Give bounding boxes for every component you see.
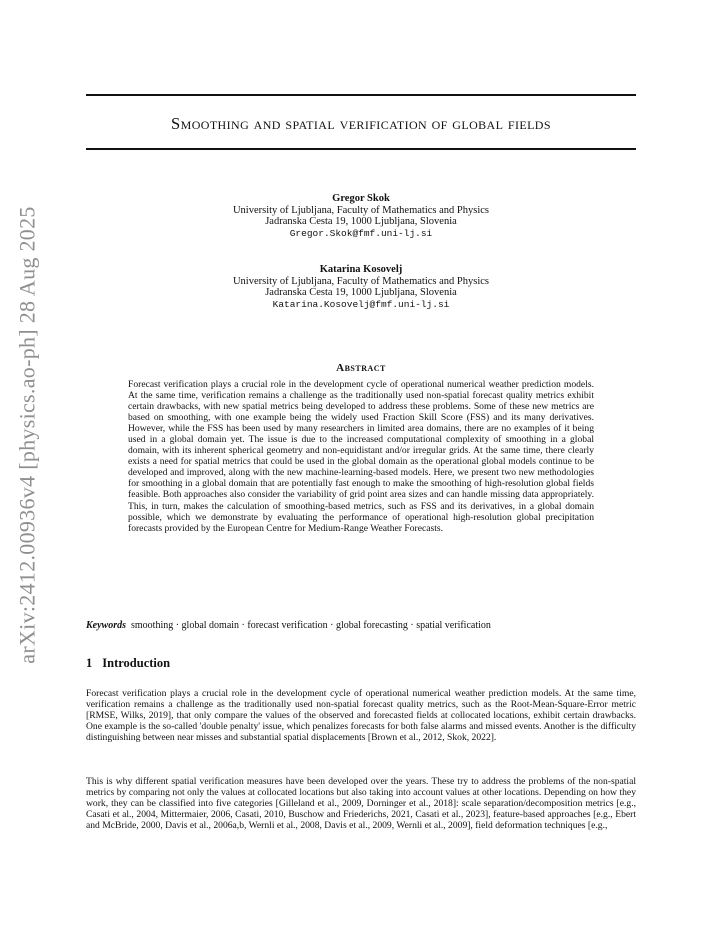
keywords-line [86,620,646,631]
author-affiliation: University of Ljubljana, Faculty of Mathematics and Physics [232,275,490,287]
author-block [86,264,636,310]
keywords-label: Keywords [86,620,126,631]
author-address: Jadranska Cesta 19, 1000 Ljubljana, Slovenia [265,287,457,298]
section-number: 1 [86,656,93,670]
abstract-text: Forecast verification plays a crucial role in the development cycle of operational numerical weather prediction models. At the same time, verification remains a challenge as the traditionally used non-spatial forecast quality metrics exhibit certain drawbacks, with new spatial metrics being developed to address these problems. Some of these new metrics are based on smoothing, with one example being the widely used Fraction Skill Score (FSS) and its many derivatives. However, while the FSS has been used by many researchers in limited area domains, there are no examples of it being used in a global domain yet. The issue is due to the increased computational complexity of smoothing in a global domain, with its inherent spherical geometry and non-equidistant and/or irregular grids. At the same time, there clearly exists a need for spatial metrics that could be used in the global domain as the operational global models continue to be developed and improved, along with the new machine-learning-based models. Here, we present two new methodologies for smoothing in a global domain that are potentially fast enough to make the smoothing of high-resolution global fields feasible. Both approaches also consider the variability of grid point area sizes and can handle missing data appropriately. This, in turn, makes the calculation of smoothing-based metrics, such as FSS and its derivatives, in a global domain possible, which we demonstrate by evaluating the performance of operational high-resolution global precipitation forecasts provided by the European Centre for Medium-Range Weather Forecasts. [128,379,594,534]
paper-title: Smoothing and spatial verification of global fields [171,114,551,133]
author-email: Gregor.Skok@fmf.uni-lj.si [289,227,433,239]
author-name: Katarina Kosovelj [319,264,403,275]
section-title: Introduction [102,656,171,670]
section-heading [86,656,170,671]
author-block [86,193,636,239]
abstract-heading: Abstract [336,362,386,374]
arxiv-identifier [5,206,51,664]
body-paragraph: This is why different spatial verification measures have been developed over the years. These try to address the problems of the non-spatial metrics by comparing not only the values at collocated locations but also taking into account values at other locations. Depending on how they work, they can be classified into five categories [Gilleland et al., 2009, Dorninger et al., 2018]: scale separation/decomposition metrics [e.g., Casati et al., 2004, Mittermaier, 2006, Casati, 2010, Buschow and Friederichs, 2021, Casati et al., 2023], feature-based approaches [e.g., Ebert and McBride, 2000, Davis et al., 2006a,b, Wernli et al., 2008, Davis et al., 2009, Wernli et al., 2009], field deformation techniques [e.g., [86,776,636,832]
title-rule-top [86,94,636,96]
author-address: Jadranska Cesta 19, 1000 Ljubljana, Slovenia [265,216,457,227]
arxiv-identifier-text: arXiv:2412.00936v4 [physics.ao-ph] 28 Aug 2025 [15,206,41,664]
author-affiliation: University of Ljubljana, Faculty of Mathematics and Physics [232,204,490,216]
body-paragraph: Forecast verification plays a crucial role in the development cycle of operational numerical weather prediction models. At the same time, verification remains a challenge as the traditionally used non-spatial forecast quality metrics, such as the Root-Mean-Square-Error metric [RMSE, Wilks, 2019], that only compare the values of the observed and forecasted fields at collocated locations, exhibit certain drawbacks. One example is the so-called 'double penalty' issue, which penalizes forecasts for both false alarms and missed events. Another is the difficulty distinguishing between near misses and substantial spatial displacements [Brown et al., 2012, Skok, 2022]. [86,688,636,744]
keywords-text: smoothing · global domain · forecast verification · global forecasting · spatial verification [131,620,491,631]
author-name: Gregor Skok [332,193,390,204]
title-rule-bottom [86,148,636,150]
author-email: Katarina.Kosovelj@fmf.uni-lj.si [272,298,450,310]
